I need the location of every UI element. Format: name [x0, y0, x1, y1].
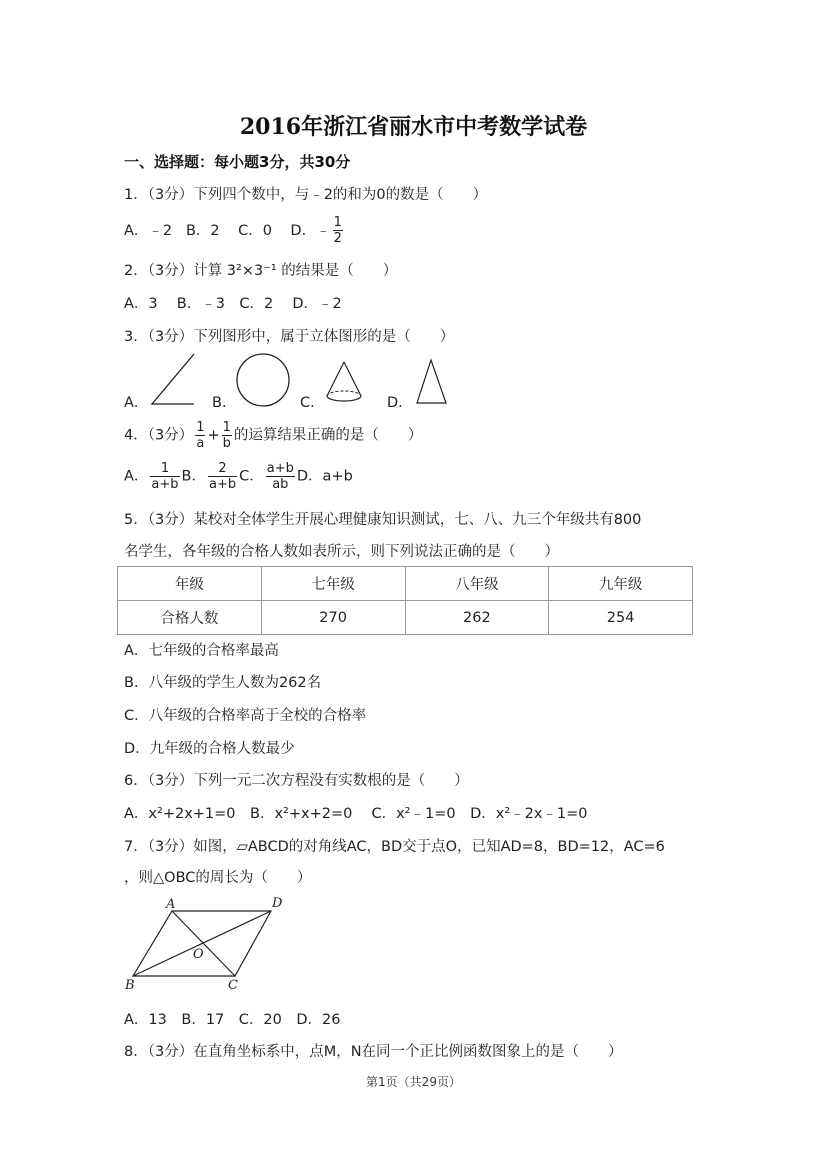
q1-d-fraction [333, 215, 343, 246]
q6-stem: 6．（3分）下列一元二次方程没有实数根的是（ ） [124, 773, 469, 789]
q1-option-b: B．2 [185, 222, 220, 239]
q4-c-numerator: a+b [266, 461, 294, 476]
q3-stem: 3．（3分）下列图形中，属于立体图形的是（ ） [124, 329, 455, 345]
q1-options [124, 215, 345, 246]
q4-option-c: C． [239, 468, 264, 485]
q5-stem-line1: 5．（3分）某校对全体学生开展心理健康知识测试，七、八、九三个年级共有800 [124, 512, 642, 528]
table-header-cell: 年级 [118, 567, 262, 601]
q4-fraction-1a [195, 420, 205, 451]
q4-a-denominator: a+b [151, 477, 179, 492]
table-cell: 262 [405, 601, 549, 635]
q4-stem [124, 420, 422, 451]
q3-option-b: B． [212, 395, 237, 411]
q1-option-c: C．0 [238, 222, 272, 239]
q4-option-b: B． [181, 468, 206, 485]
q4-c-fraction [266, 461, 295, 492]
parallelogram-figure [125, 895, 295, 995]
angle-figure [148, 352, 208, 408]
q4-f1-numerator: 1 [196, 420, 205, 435]
page-footer: 第1页（共29页） [366, 1075, 461, 1089]
q5-option-a: A．七年级的合格率最高 [124, 643, 279, 659]
q4-options [124, 461, 353, 492]
center-label-o: O [193, 947, 204, 962]
q4-number: 4．（3分） [124, 427, 194, 444]
page-title: 2016年浙江省丽水市中考数学试卷 [239, 114, 588, 140]
q4-plus: + [207, 427, 220, 444]
q4-fraction-1b [222, 420, 232, 451]
q4-f2-numerator: 1 [222, 420, 231, 435]
q4-a-fraction [150, 461, 179, 492]
q5-option-c: C．八年级的合格率高于全校的合格率 [124, 708, 367, 724]
table-cell: 合格人数 [118, 601, 262, 635]
cone-figure [322, 360, 366, 406]
q4-option-a: A． [124, 468, 149, 485]
q4-b-denominator: a+b [209, 477, 237, 492]
table-header-cell: 九年级 [549, 567, 693, 601]
q8-stem: 8．（3分）在直角坐标系中，点M，N在同一个正比例函数图象上的是（ ） [124, 1044, 623, 1060]
q5-stem-line2: 名学生，各年级的合格人数如表所示，则下列说法正确的是（ ） [124, 544, 559, 560]
q2-options: A．3 B．﹣3 C．2 D．﹣2 [124, 296, 342, 312]
vertex-label-a: A [166, 897, 176, 912]
q3-option-c: C． [300, 395, 325, 411]
q5-option-d: D．九年级的合格人数最少 [124, 741, 295, 757]
table-row [118, 601, 693, 635]
circle-figure [234, 353, 294, 409]
q1-option-d: D．﹣ [290, 222, 331, 239]
q4-stem-rest: 的运算结果正确的是（ ） [233, 427, 423, 444]
q7-stem-line2: ，则△OBC的周长为（ ） [124, 870, 312, 886]
triangle-figure [414, 358, 450, 406]
q2-stem: 2．（3分）计算 3²×3⁻¹ 的结果是（ ） [124, 263, 398, 279]
q4-f2-denominator: b [222, 436, 231, 451]
table-header-row [118, 567, 693, 601]
table-cell: 254 [549, 601, 693, 635]
q7-stem-line1: 7．（3分）如图，▱ABCD的对角线AC，BD交于点O，已知AD=8，BD=12，AC=6 [124, 839, 665, 855]
q3-option-d: D． [387, 395, 413, 411]
q6-options: A．x²+2x+1=0 B．x²+x+2=0 C．x²﹣1=0 D．x²﹣2x﹣1=0 [124, 806, 588, 822]
q4-option-d: D．a+b [296, 468, 353, 485]
table-header-cell: 八年级 [405, 567, 549, 601]
q5-option-b: B．八年级的学生人数为262名 [124, 675, 322, 691]
vertex-label-d: D [272, 896, 283, 911]
vertex-label-b: B [125, 978, 135, 993]
q4-f1-denominator: a [196, 436, 205, 451]
table-header-cell: 七年级 [261, 567, 405, 601]
vertex-label-c: C [228, 978, 238, 993]
q4-a-numerator: 1 [150, 461, 179, 477]
q1-d-numerator: 1 [333, 215, 342, 230]
section-heading: 一、选择题：每小题3分，共30分 [124, 153, 351, 171]
table-cell: 270 [261, 601, 405, 635]
q1-stem: 1．（3分）下列四个数中，与﹣2的和为0的数是（ ） [124, 187, 488, 203]
q1-d-denominator: 2 [333, 231, 342, 246]
q4-b-fraction [208, 461, 237, 492]
q4-c-denominator: ab [272, 477, 289, 492]
q3-option-a: A． [124, 395, 149, 411]
q4-b-numerator: 2 [208, 461, 237, 477]
q7-options: A．13 B．17 C．20 D．26 [124, 1012, 341, 1028]
q1-option-a: A．﹣2 [124, 222, 173, 239]
grades-table [117, 566, 693, 635]
